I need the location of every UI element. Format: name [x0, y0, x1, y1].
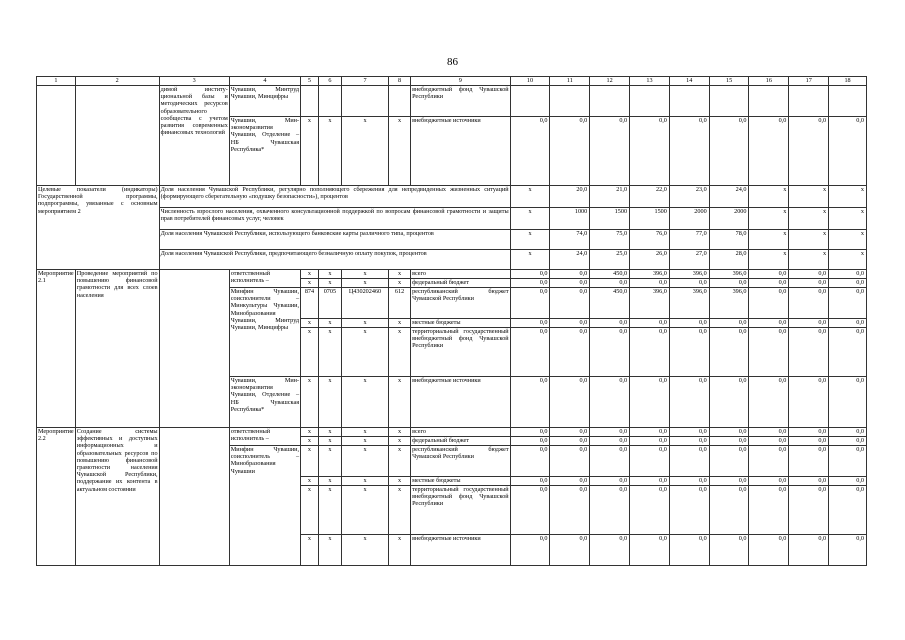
value-cell: 0,0: [550, 328, 590, 377]
value-cell: 0,0: [630, 477, 670, 486]
empty-cell: [318, 86, 341, 117]
value-cell: х: [301, 270, 319, 279]
indicator-value: 77,0: [669, 230, 709, 250]
indicator-value: х: [510, 208, 550, 230]
value-cell: х: [389, 437, 411, 446]
indicator-value: х: [749, 230, 789, 250]
value-cell: х: [341, 486, 388, 535]
value-cell: 0,0: [789, 437, 829, 446]
value-cell: х: [301, 428, 319, 437]
value-cell: 0,0: [709, 117, 749, 186]
value-cell: 0,0: [789, 377, 829, 428]
value-cell: 0,0: [709, 319, 749, 328]
value-cell: 0,0: [749, 477, 789, 486]
indicator-value: 23,0: [669, 186, 709, 208]
value-cell: х: [318, 446, 341, 477]
value-cell: 0,0: [749, 328, 789, 377]
value-cell: 0,0: [789, 288, 829, 319]
value-cell: 0,0: [709, 486, 749, 535]
value-cell: х: [301, 117, 319, 186]
value-cell: 396,0: [709, 270, 749, 279]
value-cell: 0,0: [709, 428, 749, 437]
value-cell: х: [301, 535, 319, 566]
column-number: 13: [630, 77, 670, 86]
indicator-value: х: [510, 250, 550, 270]
target-row: [37, 250, 867, 270]
indicator-value: х: [789, 208, 829, 230]
column-number: 18: [829, 77, 867, 86]
value-cell: 0,0: [709, 535, 749, 566]
indicator-value: 22,0: [630, 186, 670, 208]
value-cell: х: [341, 437, 388, 446]
value-cell: х: [341, 446, 388, 477]
empty-cell: [389, 86, 411, 117]
source-cell: республиканский бюджет Чувашской Республики: [411, 446, 511, 477]
indicator-value: х: [789, 250, 829, 270]
value-cell: 0,0: [550, 319, 590, 328]
value-cell: 0,0: [630, 328, 670, 377]
empty-cell: [749, 86, 789, 117]
value-cell: х: [389, 270, 411, 279]
value-cell: х: [318, 486, 341, 535]
value-cell: х: [389, 446, 411, 477]
value-cell: 0,0: [510, 535, 550, 566]
empty-cell: [510, 86, 550, 117]
value-cell: 396,0: [630, 270, 670, 279]
measure-title: Создание системы эффективных и доступных информационных и образовательных ресурсов по повышению финансовой грамотности населения Чувашской Республики, поддержание их контента в актуальном состоянии: [75, 428, 159, 566]
source-cell: внебюджетные источники: [411, 535, 511, 566]
value-cell: 0,0: [630, 117, 670, 186]
column-number: 3: [159, 77, 229, 86]
indicator-value: х: [789, 186, 829, 208]
empty-cell: [789, 86, 829, 117]
source-cell: территориальный государственный внебюджетный фонд Чувашской Республики: [411, 486, 511, 535]
indicator-value: 2000: [669, 208, 709, 230]
value-cell: х: [341, 428, 388, 437]
value-cell: 0,0: [749, 279, 789, 288]
column-number: 5: [301, 77, 319, 86]
column-number: 12: [590, 77, 630, 86]
executors-cell: Чувашии, Минтруд Чувашии, Минцифры: [229, 86, 300, 117]
value-cell: х: [341, 117, 388, 186]
value-cell: 0,0: [709, 377, 749, 428]
value-cell: 0,0: [510, 270, 550, 279]
column-number: 1: [37, 77, 76, 86]
value-cell: 0,0: [550, 477, 590, 486]
indicator-text: Доля населения Чувашской Республики, регулярно пополняющего сбережения для непредвиденных жизненных ситуаций (формирующего сберегательную «подушку безопасности»), процентов: [159, 186, 510, 208]
value-cell: 0,0: [789, 446, 829, 477]
indicator-value: 1500: [590, 208, 630, 230]
indicator-value: 2000: [709, 208, 749, 230]
page-number: 86: [447, 56, 458, 68]
value-cell: 0,0: [630, 377, 670, 428]
value-cell: 0,0: [630, 428, 670, 437]
indicator-text: Доля населения Чувашской Республики, предпочитающего безналичную оплату покупок, процентов: [159, 250, 510, 270]
value-cell: х: [389, 477, 411, 486]
value-cell: 0,0: [510, 437, 550, 446]
executors-cell: Чувашии, Минэкономразвития Чувашии, Отделение – НБ Чувашская Республика*: [229, 117, 300, 186]
column-number: 7: [341, 77, 388, 86]
empty-cell: [75, 86, 159, 186]
value-cell: 0,0: [510, 328, 550, 377]
indicator-value: 27,0: [669, 250, 709, 270]
value-cell: 0,0: [789, 477, 829, 486]
empty-cell: [630, 86, 670, 117]
value-cell: 0,0: [829, 477, 867, 486]
value-cell: 0,0: [510, 319, 550, 328]
value-cell: 396,0: [669, 288, 709, 319]
value-cell: 396,0: [669, 270, 709, 279]
value-cell: х: [389, 535, 411, 566]
indicator-value: 28,0: [709, 250, 749, 270]
value-cell: 0,0: [749, 270, 789, 279]
indicator-value: 26,0: [630, 250, 670, 270]
value-cell: 0,0: [590, 535, 630, 566]
column-number: 11: [550, 77, 590, 86]
value-cell: х: [341, 328, 388, 377]
indicator-value: 24,0: [550, 250, 590, 270]
value-cell: 0,0: [789, 270, 829, 279]
column-number: 15: [709, 77, 749, 86]
value-cell: 0,0: [789, 486, 829, 535]
value-cell: 0,0: [630, 279, 670, 288]
value-cell: 0,0: [749, 288, 789, 319]
value-cell: 0,0: [669, 279, 709, 288]
value-cell: 0,0: [550, 270, 590, 279]
indicator-text: Доля населения Чувашской Республики, использующего банковские карты различного типа, процентов: [159, 230, 510, 250]
indicator-value: 25,0: [590, 250, 630, 270]
empty-cell: [550, 86, 590, 117]
indicator-value: х: [510, 230, 550, 250]
value-cell: 0,0: [749, 428, 789, 437]
value-cell: 0,0: [590, 486, 630, 535]
value-cell: 0,0: [789, 428, 829, 437]
value-cell: 0,0: [590, 377, 630, 428]
value-cell: 0,0: [789, 328, 829, 377]
empty-cell: [159, 428, 229, 566]
value-cell: 0,0: [550, 535, 590, 566]
value-cell: 0,0: [630, 437, 670, 446]
value-cell: х: [318, 117, 341, 186]
value-cell: 0,0: [789, 319, 829, 328]
value-cell: 0,0: [749, 319, 789, 328]
value-cell: 0,0: [510, 486, 550, 535]
source-cell: всего: [411, 428, 511, 437]
source-cell: внебюджетные источники: [411, 377, 511, 428]
value-cell: 0,0: [590, 446, 630, 477]
indicator-value: 1500: [630, 208, 670, 230]
value-cell: 0,0: [590, 428, 630, 437]
value-cell: х: [318, 270, 341, 279]
indicator-value: 76,0: [630, 230, 670, 250]
value-cell: 0,0: [829, 319, 867, 328]
value-cell: 0,0: [829, 328, 867, 377]
indicator-value: 24,0: [709, 186, 749, 208]
value-cell: х: [389, 328, 411, 377]
indicator-value: х: [829, 230, 867, 250]
source-cell: местные бюджеты: [411, 477, 511, 486]
source-cell: внебюджетные источники: [411, 117, 511, 186]
target-row: [37, 230, 867, 250]
empty-cell: [590, 86, 630, 117]
value-cell: 0,0: [669, 428, 709, 437]
indicator-value: 78,0: [709, 230, 749, 250]
value-cell: х: [318, 437, 341, 446]
value-cell: 0705: [318, 288, 341, 319]
value-cell: 0,0: [749, 117, 789, 186]
value-cell: 0,0: [590, 477, 630, 486]
value-cell: х: [301, 279, 319, 288]
value-cell: 0,0: [590, 328, 630, 377]
value-cell: 0,0: [590, 437, 630, 446]
source-cell: федеральный бюджет: [411, 279, 511, 288]
executors-cell: Минфин Чувашии, соисполнитель – Минобразования Чувашии: [229, 446, 300, 566]
indicator-value: х: [749, 250, 789, 270]
value-cell: 0,0: [630, 486, 670, 535]
measure-row: [37, 428, 867, 437]
value-cell: 0,0: [829, 117, 867, 186]
value-cell: 0,0: [510, 477, 550, 486]
value-cell: х: [318, 477, 341, 486]
column-number: 16: [749, 77, 789, 86]
empty-cell: [159, 270, 229, 428]
value-cell: 0,0: [749, 535, 789, 566]
value-cell: 396,0: [630, 288, 670, 319]
value-cell: 0,0: [550, 377, 590, 428]
value-cell: 0,0: [669, 117, 709, 186]
value-cell: 0,0: [550, 428, 590, 437]
value-cell: х: [301, 319, 319, 328]
value-cell: 0,0: [829, 377, 867, 428]
value-cell: 0,0: [749, 446, 789, 477]
targets-label: Целевые показатели (индикаторы) Государственной программы, подпрограммы, увязанные с основным мероприятием 2: [37, 186, 160, 270]
value-cell: 0,0: [829, 437, 867, 446]
source-cell: республиканский бюджет Чувашской Республики: [411, 288, 511, 319]
measure-row: [37, 270, 867, 279]
executors-cell: Чувашии, Минэкономразвития Чувашии, Отделение – НБ Чувашская Республика*: [229, 377, 300, 428]
indicator-value: 20,0: [550, 186, 590, 208]
value-cell: 0,0: [709, 446, 749, 477]
value-cell: 0,0: [669, 535, 709, 566]
indicator-value: 1000: [550, 208, 590, 230]
column-number: 10: [510, 77, 550, 86]
target-row: [37, 186, 867, 208]
value-cell: 0,0: [550, 288, 590, 319]
source-cell: внебюджетный фонд Чувашской Республики: [411, 86, 511, 117]
value-cell: Ц430202460: [341, 288, 388, 319]
header-row: [37, 77, 867, 86]
value-cell: х: [341, 477, 388, 486]
indicator-value: х: [829, 208, 867, 230]
source-cell: федеральный бюджет: [411, 437, 511, 446]
value-cell: х: [318, 535, 341, 566]
value-cell: х: [301, 477, 319, 486]
indicator-value: 75,0: [590, 230, 630, 250]
value-cell: 0,0: [510, 288, 550, 319]
value-cell: 0,0: [630, 319, 670, 328]
value-cell: 0,0: [669, 377, 709, 428]
value-cell: 0,0: [789, 279, 829, 288]
value-cell: 0,0: [829, 288, 867, 319]
value-cell: 0,0: [829, 446, 867, 477]
value-cell: 0,0: [829, 270, 867, 279]
value-cell: х: [301, 437, 319, 446]
value-cell: х: [341, 535, 388, 566]
value-cell: 0,0: [749, 486, 789, 535]
value-cell: 0,0: [669, 437, 709, 446]
value-cell: 0,0: [590, 319, 630, 328]
value-cell: х: [301, 446, 319, 477]
value-cell: 0,0: [829, 535, 867, 566]
indicator-text: Численность взрослого населения, охваченного консультационной поддержкой по вопросам финансовой грамотности и защиты прав потребителей финансовых услуг, человек: [159, 208, 510, 230]
executors-cell: ответственный исполнитель –: [229, 428, 300, 446]
value-cell: 0,0: [550, 437, 590, 446]
indicator-value: 74,0: [550, 230, 590, 250]
value-cell: 396,0: [709, 288, 749, 319]
source-cell: всего: [411, 270, 511, 279]
value-cell: х: [341, 377, 388, 428]
responsible-purpose-cell: димой институциональной базы и методических ресурсов образовательного сообщества с учетом развития современных финансовых технологий: [159, 86, 229, 186]
column-number: 6: [318, 77, 341, 86]
value-cell: х: [301, 377, 319, 428]
value-cell: 0,0: [709, 328, 749, 377]
value-cell: 0,0: [669, 328, 709, 377]
value-cell: 0,0: [669, 486, 709, 535]
value-cell: 0,0: [510, 446, 550, 477]
indicator-value: х: [789, 230, 829, 250]
value-cell: 0,0: [550, 486, 590, 535]
column-number: 9: [411, 77, 511, 86]
value-cell: 0,0: [749, 437, 789, 446]
value-cell: х: [318, 319, 341, 328]
value-cell: х: [341, 279, 388, 288]
measure-number: Мероприятие 2.2: [37, 428, 76, 566]
value-cell: 0,0: [829, 486, 867, 535]
value-cell: х: [389, 428, 411, 437]
program-table: [36, 76, 867, 566]
empty-cell: [709, 86, 749, 117]
value-cell: 0,0: [550, 446, 590, 477]
value-cell: 0,0: [669, 477, 709, 486]
column-number: 14: [669, 77, 709, 86]
value-cell: 0,0: [789, 535, 829, 566]
empty-cell: [341, 86, 388, 117]
indicator-value: х: [749, 208, 789, 230]
value-cell: 0,0: [829, 279, 867, 288]
executors-cell: Минфин Чувашии, соисполнители – Минкультуры Чувашии, Минобразования Чувашии, Минтруд Чувашии, Минцифры: [229, 288, 300, 377]
value-cell: 0,0: [510, 279, 550, 288]
indicator-value: 21,0: [590, 186, 630, 208]
empty-cell: [829, 86, 867, 117]
target-row: [37, 208, 867, 230]
empty-cell: [37, 86, 76, 186]
value-cell: 0,0: [510, 117, 550, 186]
value-cell: х: [389, 319, 411, 328]
indicator-value: х: [749, 186, 789, 208]
value-cell: 450,0: [590, 270, 630, 279]
value-cell: 874: [301, 288, 319, 319]
value-cell: х: [318, 328, 341, 377]
column-number: 2: [75, 77, 159, 86]
column-number: 8: [389, 77, 411, 86]
empty-cell: [301, 86, 319, 117]
value-cell: 0,0: [510, 377, 550, 428]
source-cell: территориальный государственный внебюджетный фонд Чувашской Республики: [411, 328, 511, 377]
value-cell: 0,0: [550, 117, 590, 186]
value-cell: х: [389, 117, 411, 186]
indicator-value: х: [829, 186, 867, 208]
table-body: [37, 77, 867, 566]
source-cell: местные бюджеты: [411, 319, 511, 328]
value-cell: 0,0: [590, 279, 630, 288]
indicator-value: х: [510, 186, 550, 208]
value-cell: 0,0: [789, 117, 829, 186]
value-cell: 0,0: [709, 437, 749, 446]
value-cell: 0,0: [510, 428, 550, 437]
value-cell: х: [301, 328, 319, 377]
measure-number: Мероприятие 2.1: [37, 270, 76, 428]
value-cell: 0,0: [669, 446, 709, 477]
value-cell: 0,0: [630, 446, 670, 477]
value-cell: 0,0: [590, 117, 630, 186]
value-cell: 450,0: [590, 288, 630, 319]
value-cell: 0,0: [630, 535, 670, 566]
measure-title: Проведение мероприятий по повышению финансовой грамотности для всех слоев населения: [75, 270, 159, 428]
value-cell: х: [341, 319, 388, 328]
value-cell: х: [341, 270, 388, 279]
value-cell: х: [318, 279, 341, 288]
value-cell: х: [301, 486, 319, 535]
value-cell: 612: [389, 288, 411, 319]
value-cell: х: [389, 486, 411, 535]
indicator-value: х: [829, 250, 867, 270]
value-cell: 0,0: [669, 319, 709, 328]
value-cell: 0,0: [709, 279, 749, 288]
value-cell: х: [318, 428, 341, 437]
column-number: 4: [229, 77, 300, 86]
column-number: 17: [789, 77, 829, 86]
continuation-row: [37, 86, 867, 117]
value-cell: 0,0: [749, 377, 789, 428]
value-cell: 0,0: [709, 477, 749, 486]
value-cell: 0,0: [550, 279, 590, 288]
empty-cell: [669, 86, 709, 117]
value-cell: х: [318, 377, 341, 428]
executors-cell: ответственный исполнитель –: [229, 270, 300, 288]
value-cell: 0,0: [829, 428, 867, 437]
value-cell: х: [389, 377, 411, 428]
value-cell: х: [389, 279, 411, 288]
